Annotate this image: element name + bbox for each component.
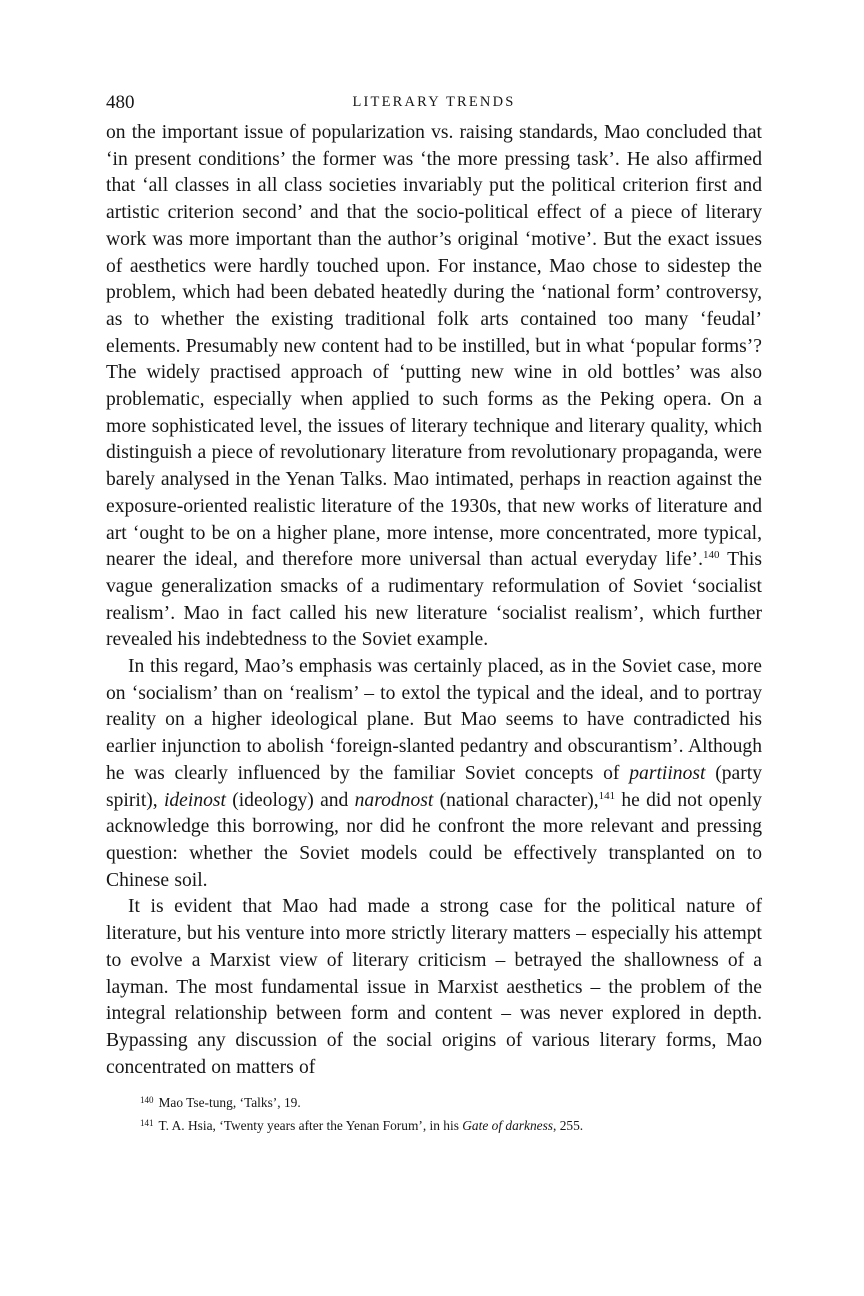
term-narodnost: narodnost (354, 789, 434, 811)
paragraph-3: It is evident that Mao had made a strong case for the political nature of literature, but his venture into more strictly literary matters – especially his attempt to evolve a Marxist view of literary criticism – betrayed the shallowness of a layman. The most fundamental issue in Marxist aesthetics – the problem of the integral relationship between form and content – was never explored in depth. Bypassing any discussion of the social origins of various literary forms, Mao concentrated on matters of (106, 896, 762, 1078)
page-number: 480 (106, 92, 135, 113)
footnote-140 (140, 1090, 762, 1113)
running-head (106, 90, 762, 120)
paragraph-2 (106, 654, 762, 894)
paragraph-2-text-d: (national character), (433, 789, 599, 811)
body-text (106, 120, 762, 1081)
paragraph-2-text-b: (party spirit), (106, 762, 762, 811)
paragraph-2-text-c: (ideology) and (225, 789, 355, 811)
running-title: LITERARY TRENDS (352, 94, 516, 110)
footnote-text-a: T. A. Hsia, ‘Twenty years after the Yenan Forum’, in his (158, 1118, 463, 1134)
footnote-text-b: , 255. (553, 1118, 584, 1134)
term-partiinost: partiinost (629, 762, 706, 784)
paragraph-1-text-b: This vague generalization smacks of a rudimentary reformulation of Soviet ‘socialist realism’. Mao in fact called his new literature ‘socialist realism’, which further revealed his indebtedness to the Soviet example. (106, 549, 762, 651)
footnote-text: Mao Tse-tung, ‘Talks’, 19. (158, 1095, 301, 1111)
paragraph-2-text-e: he did not openly acknowledge this borrowing, nor did he confront the more relevant and pressing question: whether the Soviet models could be effectively transplanted on to Chinese soil. (106, 789, 762, 891)
footnote-mark: 141 (140, 1118, 154, 1129)
paragraph-1 (106, 120, 762, 654)
footnote-141 (140, 1113, 762, 1136)
footnote-book-title: Gate of darkness (462, 1118, 554, 1134)
term-ideinost: ideinost (163, 789, 226, 811)
footnotes (106, 1090, 762, 1136)
paragraph-2-text-a: In this regard, Mao’s emphasis was certainly placed, as in the Soviet case, more on ‘socialism’ than on ‘realism’ – to extol the typical and the ideal, and to portray reality on a higher ideological plane. But Mao seems to have contradicted his earlier injunction to abolish ‘foreign-slanted pedantry and obscurantism’. Although he was clearly influenced by the familiar Soviet concepts of (106, 656, 762, 784)
footnote-ref-141: 141 (598, 789, 616, 802)
paragraph-1-text-a: on the important issue of popularization vs. raising standards, Mao concluded that ‘in present conditions’ the former was ‘the more pressing task’. He also affirmed that ‘all classes in all class societies invariably put the political criterion first and artistic criterion second’ and that the socio-political effect of a piece of literary work was more important than the author’s original ‘motive’. But the exact issues of aesthetics were hardly touched upon. For instance, Mao chose to sidestep the problem, which had been debated heatedly during the ‘national form’ controversy, as to whether the existing traditional folk arts contained too many ‘feudal’ elements. Presumably new content had to be instilled, but in what ‘popular forms’? The widely practised approach of ‘putting new wine in old bottles’ was also problematic, especially when applied to such forms as the Peking opera. On a more sophisticated level, the issues of literary technique and literary quality, which distinguish a piece of revolutionary literature from revolutionary propaganda, were barely analysed in the Yenan Talks. Mao intimated, perhaps in reaction against the exposure-oriented realistic literature of the 1930s, that new works of literature and art ‘ought to be on a higher plane, more intense, more concentrated, more typical, nearer the ideal, and therefore more universal than actual everyday life’. (106, 122, 762, 571)
footnote-mark: 140 (140, 1095, 154, 1106)
page (106, 90, 762, 1136)
footnote-ref-140: 140 (702, 549, 720, 562)
